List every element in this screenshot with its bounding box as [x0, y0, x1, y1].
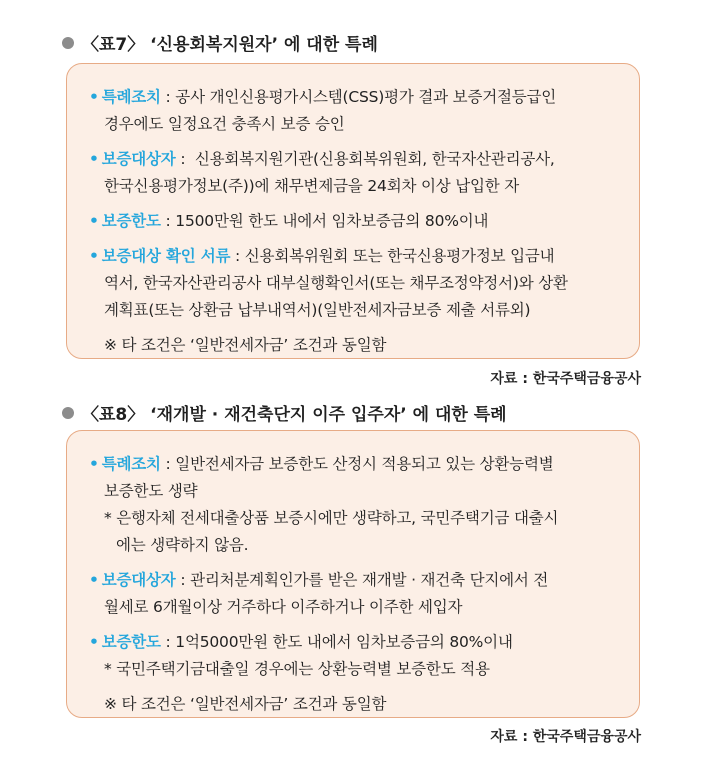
table8-heading-text: 〈표8〉 ‘재개발 · 재건축단지 이주 입주자’ 에 대한 특례: [82, 405, 507, 425]
gray-bullet-icon: [62, 407, 74, 419]
table7-item-limit: • 보증한도 : 1500만원 한도 내에서 임차보증금의 80%이내: [89, 212, 489, 230]
item-key: 보증대상자: [101, 150, 176, 168]
item-text: 계획표(또는 상환금 납부내역서)(일반전세자금보증 제출 서류외): [104, 301, 531, 319]
item-subnote: * 국민주택기금대출일 경우에는 상환능력별 보증한도 적용: [104, 660, 490, 678]
item-text: 보증한도 생략: [104, 482, 198, 500]
gray-bullet-icon: [62, 37, 74, 49]
item-text: 일반전세자금 보증한도 산정시 적용되고 있는 상환능력별: [175, 455, 554, 473]
item-text: 1500만원 한도 내에서 임차보증금의 80%이내: [175, 212, 489, 230]
item-key: 특례조치: [101, 88, 161, 106]
item-key: 특례조치: [101, 455, 161, 473]
item-text: 신용회복위원회 또는 한국신용평가정보 입금내: [244, 247, 555, 265]
table7-item-special-measure: • 특례조치 : 공사 개인신용평가시스템(CSS)평가 결과 보증거절등급인 경우에도 일정요건 충족시 보증 승인: [89, 84, 621, 138]
table7-box: [66, 63, 640, 359]
item-text: 경우에도 일정요건 충족시 보증 승인: [104, 115, 345, 133]
table7-heading-text: 〈표7〉 ‘신용회복지원자’ 에 대한 특례: [82, 35, 378, 55]
item-text: 한국신용평가정보(주))에 채무변제금을 24회차 이상 납입한 자: [104, 177, 520, 195]
table7-note: ※ 타 조건은 ‘일반전세자금’ 조건과 동일함: [104, 336, 387, 354]
table8-note: ※ 타 조건은 ‘일반전세자금’ 조건과 동일함: [104, 695, 387, 713]
item-key: 보증한도: [101, 212, 161, 230]
item-text: 공사 개인신용평가시스템(CSS)평가 결과 보증거절등급인: [175, 88, 557, 106]
item-subnote: 에는 생략하지 않음.: [116, 536, 249, 554]
table8-heading: [62, 400, 507, 425]
table7-heading: [62, 30, 378, 55]
table8-source: 자료 : 한국주택금융공사: [490, 729, 641, 745]
item-text: 신용회복지원기관(신용회복위원회, 한국자산관리공사,: [194, 150, 555, 168]
item-text: 관리처분계획인가를 받은 재개발 · 재건축 단지에서 전: [190, 571, 549, 589]
table8-box: [66, 430, 640, 718]
table8-item-special-measure: • 특례조치 : 일반전세자금 보증한도 산정시 적용되고 있는 상환능력별 보증한도 생략 * 은행자체 전세대출상품 보증시에만 생략하고, 국민주택기금 대출시 에는 생략하지 않음.: [89, 451, 621, 559]
item-key: 보증한도: [101, 633, 161, 651]
item-text: 1억5000만원 한도 내에서 임차보증금의 80%이내: [175, 633, 513, 651]
item-key: 보증대상 확인 서류: [101, 247, 231, 265]
table7-source: 자료 : 한국주택금융공사: [490, 371, 641, 387]
item-key: 보증대상자: [101, 571, 176, 589]
table8-item-limit: • 보증한도 : 1억5000만원 한도 내에서 임차보증금의 80%이내 * 국민주택기금대출일 경우에는 상환능력별 보증한도 적용: [89, 629, 621, 683]
item-subnote: * 은행자체 전세대출상품 보증시에만 생략하고, 국민주택기금 대출시: [104, 509, 559, 527]
table7-item-eligible: • 보증대상자 : 신용회복지원기관(신용회복위원회, 한국자산관리공사, 한국신용평가정보(주))에 채무변제금을 24회차 이상 납입한 자: [89, 146, 621, 200]
table8-item-eligible: • 보증대상자 : 관리처분계획인가를 받은 재개발 · 재건축 단지에서 전 월세로 6개월이상 거주하다 이주하거나 이주한 세입자: [89, 567, 621, 621]
item-text: 월세로 6개월이상 거주하다 이주하거나 이주한 세입자: [104, 598, 463, 616]
item-text: 역서, 한국자산관리공사 대부실행확인서(또는 채무조정약정서)와 상환: [104, 274, 568, 292]
table7-item-documents: • 보증대상 확인 서류 : 신용회복위원회 또는 한국신용평가정보 입금내 역서, 한국자산관리공사 대부실행확인서(또는 채무조정약정서)와 상환 계획표(또는 상환금 납부내역서)(일반전세자금보증 제출 서류외): [89, 243, 621, 324]
